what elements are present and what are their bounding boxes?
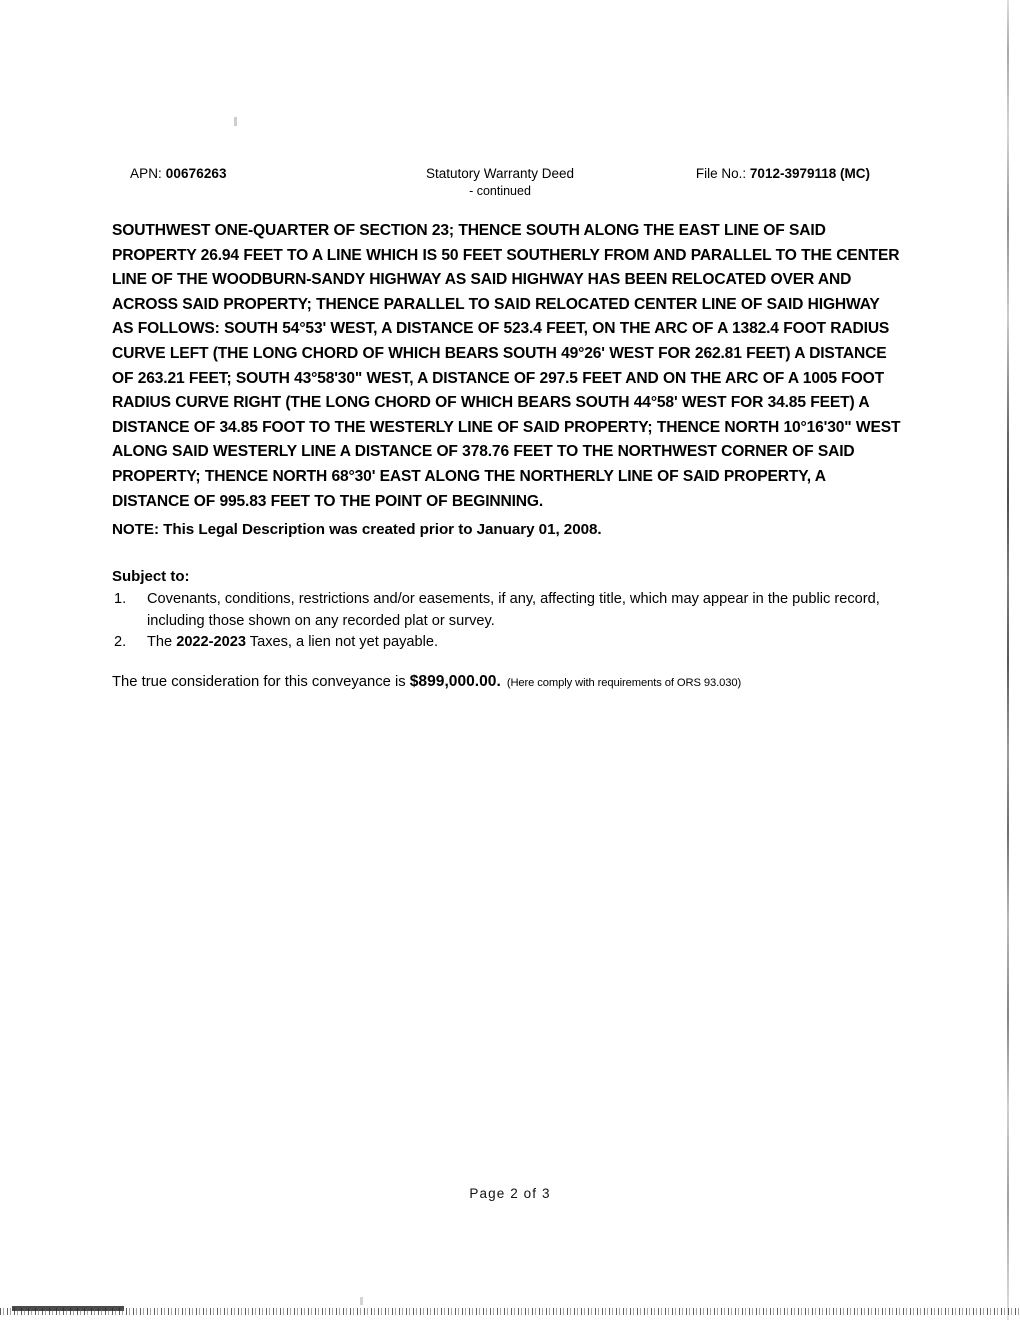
file-number-label: File No.: xyxy=(695,166,747,181)
ors-reference-note: (Here comply with requirements of ORS 93.030) xyxy=(506,677,742,689)
scan-artifact-speck-top xyxy=(234,117,237,126)
list-item-text: Covenants, conditions, restrictions and/or easements, if any, affecting title, which may appear in the public record, including those shown on any recorded plat or survey. xyxy=(147,591,880,629)
list-item-number: 2. xyxy=(114,634,127,650)
list-item xyxy=(112,632,902,654)
list-item-text: The xyxy=(147,634,177,650)
legal-description-paragraph: SOUTHWEST ONE-QUARTER OF SECTION 23; THENCE SOUTH ALONG THE EAST LINE OF SAID PROPERTY 26.94 FEET TO A LINE WHICH IS 50 FEET SOUTHERLY FROM AND PARALLEL TO THE CENTER LINE OF THE WOODBURN-SANDY HIGHWAY AS SAID HIGHWAY HAS BEEN RELOCATED OVER AND ACROSS SAID PROPERTY; THENCE PARALLEL TO SAID RELOCATED CENTER LINE OF SAID HIGHWAY AS FOLLOWS: SOUTH 54°53' WEST, A DISTANCE OF 523.4 FEET, ON THE ARC OF A 1382.4 FOOT RADIUS CURVE LEFT (THE LONG CHORD OF WHICH BEARS SOUTH 49°26' WEST FOR 262.81 FEET) A DISTANCE OF 263.21 FEET; SOUTH 43°58'30" WEST, A DISTANCE OF 297.5 FEET AND ON THE ARC OF A 1005 FOOT RADIUS CURVE RIGHT (THE LONG CHORD OF WHICH BEARS SOUTH 44°58' WEST FOR 34.85 FEET) A DISTANCE OF 34.85 FOOT TO THE WESTERLY LINE OF SAID PROPERTY; THENCE NORTH 10°16'30" WEST ALONG SAID WESTERLY LINE A DISTANCE OF 378.76 FEET TO THE NORTHWEST CORNER OF SAID PROPERTY; THENCE NORTH 68°30' EAST ALONG THE NORTHERLY LINE OF SAID PROPERTY, A DISTANCE OF 995.83 FEET TO THE POINT OF BEGINNING. xyxy=(112,222,905,510)
subject-to-list xyxy=(112,589,902,654)
document-header xyxy=(130,166,870,202)
apn-value: 00676263 xyxy=(165,166,227,181)
legal-description-note: NOTE: This Legal Description was created prior to January 01, 2008. xyxy=(112,521,602,538)
consideration-amount: $899,000.00. xyxy=(409,673,501,690)
file-number-value: 7012-3979118 (MC) xyxy=(749,166,870,181)
list-item-text-tail: Taxes, a lien not yet payable. xyxy=(246,634,439,650)
scan-artifact-right-edge xyxy=(1007,0,1009,1320)
list-item-number: 1. xyxy=(114,591,127,607)
scan-artifact-bottom-edge xyxy=(0,1308,1020,1315)
scan-artifact-speck-bottom xyxy=(360,1297,363,1305)
page-footer: Page 2 of 3 xyxy=(469,1186,551,1201)
file-number-field xyxy=(696,166,870,181)
apn-label: APN: xyxy=(130,166,162,181)
list-item xyxy=(112,589,902,632)
subject-to-heading: Subject to: xyxy=(112,568,190,585)
consideration-statement xyxy=(112,672,741,693)
document-title: Statutory Warranty Deed xyxy=(425,166,575,181)
document-subtitle: - continued xyxy=(469,184,531,198)
list-item-emphasis: 2022-2023 xyxy=(176,634,246,650)
consideration-lead: The true consideration for this conveyance is xyxy=(112,674,410,690)
